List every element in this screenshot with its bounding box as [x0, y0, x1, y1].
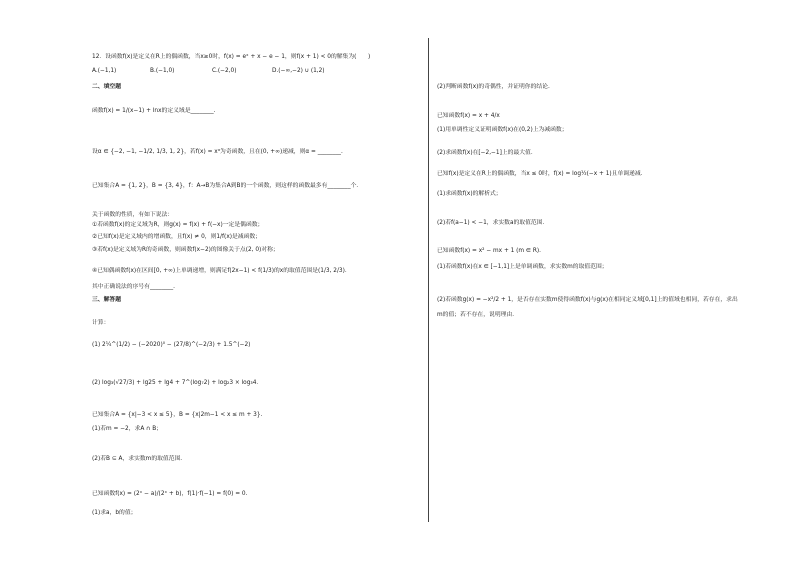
- q12-option-b: B.(−1,0): [150, 68, 175, 74]
- column-divider: [428, 38, 429, 522]
- function-question: 已知函数f(x) = (2ˣ − a)/(2ˣ + b)，f(1)·f(−1) = f(0) = 0.: [92, 491, 248, 497]
- set-question: 已知集合A = {x|−3 < x ≤ 5}，B = {x|2m−1 < x ≤ m + 3}.: [92, 412, 263, 418]
- odd-function-part-2: (2)求函数f(x)在[−2,−1]上的最大值．: [437, 150, 537, 156]
- section-fill-in-heading: 二、填空题: [92, 84, 121, 90]
- even-function-part-2: (2)若f(a−1) < −1，求实数a的取值范围．: [437, 220, 549, 226]
- calc-part-2: (2) log₃(√27/3) + lg25 + lg4 + 7^(log₇2) + log₂3 × log₃4．: [92, 380, 263, 386]
- section-solve-heading: 三、解答题: [92, 297, 121, 303]
- fill-question-4-end: 其中正确说法的序号有________.: [92, 284, 175, 290]
- fill-question-4-item-2: ②已知f(x)是定义域内的增函数，且f(x) ≠ 0，则1/f(x)是减函数；: [92, 234, 261, 240]
- function-question-part-2: (2)判断函数f(x)的奇偶性，并证明你的结论.: [437, 84, 550, 90]
- fill-question-2: 设α ∈ {−2, −1, −1/2, 1/3, 1, 2}，若f(x) = xᵅ为奇函数，且在(0, +∞)递减，则α = ________.: [92, 149, 343, 155]
- even-function-part-1: (1)求函数f(x)的解析式；: [437, 191, 502, 197]
- fill-question-4-intro: 关于函数的性质，有如下说法：: [92, 212, 174, 218]
- q12-option-c: C.(−2,0): [212, 68, 237, 74]
- fill-question-4-item-3: ③若f(x)是定义域为R的奇函数，则函数f(x−2)的图像关于点(2, 0)对称；: [92, 247, 279, 253]
- odd-function-part-1: (1)用单调性定义证明函数f(x)在(0,2)上为减函数；: [437, 127, 568, 133]
- calc-part-1: (1) 2¼^(1/2) − (−2020)⁰ − (27/8)^(−2/3) + 1.5^(−2): [92, 342, 251, 348]
- fill-question-4-item-4: ④已知偶函数f(x)在区间[0, +∞)上单调递增，则满足f(2x−1) < f(1/3)的x的取值范围是(1/3, 2/3)．: [92, 268, 351, 274]
- set-question-part-2: (2)若B ⊆ A，求实数m的取值范围.: [92, 456, 183, 462]
- q12-option-d: D.(−∞,−2) ∪ (1,2): [272, 68, 325, 74]
- even-function-question: 已知f(x)是定义在R上的偶函数，当x ≤ 0时，f(x) = log½(−x + 1)且单调递减．: [437, 171, 647, 177]
- function-question-part-1: (1)求a，b的值；: [92, 510, 137, 516]
- calc-intro: 计算：: [92, 320, 110, 326]
- q12-option-a: A.(−1,1): [92, 68, 117, 74]
- question-12: 12．设函数f(x)是定义在R上的偶函数，当x≥0时，f(x) = eˣ + x − e − 1，则f(x + 1) < 0的解集为( ): [92, 54, 371, 60]
- fill-question-1: 函数f(x) = 1/(x−1) + lnx的定义域是________.: [92, 108, 216, 114]
- quadratic-part-2-line-1: (2)若函数g(x) = −x²/2 + 1，是否存在实数m使得函数f(x)与g(x)在相同定义域[0,1]上的值域也相同，若存在，求出: [437, 297, 738, 303]
- set-question-part-1: (1)若m = −2，求A ∩ B；: [92, 426, 163, 432]
- quadratic-part-2-line-2: m的值；若不存在，说明理由．: [437, 312, 519, 318]
- quadratic-question: 已知函数f(x) = x² − mx + 1 (m ∈ R).: [437, 248, 541, 254]
- fill-question-4-item-1: ①若函数f(x)的定义域为R，则g(x) = f(x) + f(−x)一定是偶函数；: [92, 222, 264, 228]
- quadratic-part-1: (1)若函数f(x)在x ∈ [−1,1]上是单调函数，求实数m的取值范围；: [437, 264, 608, 270]
- fill-question-3: 已知集合A = {1, 2}，B = {3, 4}，f：A→B为集合A到B的一个函数，则这样的函数最多有________个．: [92, 183, 363, 189]
- odd-function-question: 已知函数f(x) = x + 4/x: [437, 113, 500, 119]
